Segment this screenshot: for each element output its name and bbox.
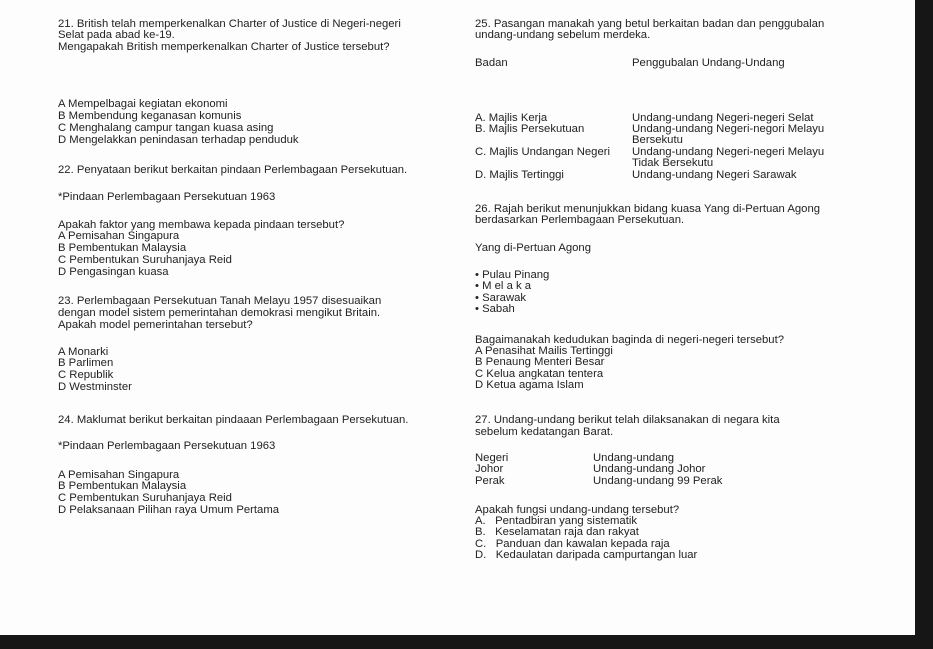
q24-note: *Pindaan Perlembagaan Persekutuan 1963 xyxy=(58,440,276,452)
q22-option-d[interactable]: D Pengasingan kuasa xyxy=(58,266,169,278)
q27-option-d[interactable]: D. Kedaulatan daripada campurtangan luar xyxy=(475,549,698,561)
q26-bullet: • M el a k a xyxy=(475,280,532,292)
q27-row-state: Johor xyxy=(475,463,504,475)
q27-option-c[interactable]: C. Panduan dan kawalan kepada raja xyxy=(475,538,670,550)
q21-option-a[interactable]: A Mempelbagai kegiatan ekonomi xyxy=(58,98,228,110)
q24-stem: 24. Maklumat berikut berkaitan pindaaan Perlembagaan Persekutuan. xyxy=(58,414,409,426)
q23-option-d[interactable]: D Westminster xyxy=(58,381,132,393)
q25-option-b[interactable]: B. Majlis Persekutuan xyxy=(475,123,585,135)
q27-header-negeri: Negeri xyxy=(475,452,509,464)
q26-bullet: • Pulau Pinang xyxy=(475,269,550,281)
q23-stem: 23. Perlembagaan Persekutuan Tanah Melayu 1957 disesuaikan xyxy=(58,295,382,307)
q22-option-a[interactable]: A Pemisahan Singapura xyxy=(58,230,180,242)
q24-option-b[interactable]: B Pembentukan Malaysia xyxy=(58,480,187,492)
q27-stem: 27. Undang-undang berikut telah dilaksanakan di negara kita xyxy=(475,414,780,426)
q25-option-b-law: Bersekutu xyxy=(632,134,683,146)
q23-option-b[interactable]: B Parlimen xyxy=(58,357,114,369)
q25-option-a[interactable]: A. Majlis Kerja xyxy=(475,112,548,124)
q27-header-undang: Undang-undang xyxy=(593,452,675,464)
q22-option-b[interactable]: B Pembentukan Malaysia xyxy=(58,242,187,254)
q25-option-c[interactable]: C. Majlis Undangan Negeri xyxy=(475,146,611,158)
q26-bullet: • Sabah xyxy=(475,303,515,315)
q21-option-b[interactable]: B Membendung keganasan komunis xyxy=(58,110,242,122)
q27-option-a[interactable]: A. Pentadbiran yang sistematik xyxy=(475,515,638,527)
q22-stem: 22. Penyataan berikut berkaitan pindaan Perlembagaan Persekutuan. xyxy=(58,164,408,176)
q27-row-law: Undang-undang Johor xyxy=(593,463,706,475)
q23-option-c[interactable]: C Republik xyxy=(58,369,114,381)
q25-option-d-law: Undang-undang Negeri Sarawak xyxy=(632,169,797,181)
q26-stem: berdasarkan Perlembagaan Persekutuan. xyxy=(475,214,685,226)
q27-row-law: Undang-undang 99 Perak xyxy=(593,475,723,487)
q26-bullet: • Sarawak xyxy=(475,292,527,304)
q25-option-c-law: Undang-undang Negeri-negeri Melayu xyxy=(632,146,825,158)
q25-option-b-law: Undang-undang Negeri-negori Melayu xyxy=(632,123,825,135)
q25-option-a-law: Undang-undang Negeri-negeri Selat xyxy=(632,112,814,124)
q27-stem: sebelum kedatangan Barat. xyxy=(475,426,614,438)
q27-option-b[interactable]: B. Keselamatan raja dan rakyat xyxy=(475,526,639,538)
q27-row-state: Perak xyxy=(475,475,505,487)
q24-option-c[interactable]: C Pembentukan Suruhanjaya Reid xyxy=(58,492,232,504)
q22-question: Apakah faktor yang membawa kepada pindaan tersebut? xyxy=(58,219,345,231)
q25-header-badan: Badan xyxy=(475,57,508,69)
q24-option-a[interactable]: A Pemisahan Singapura xyxy=(58,469,180,481)
q21-option-d[interactable]: D Mengelakkan penindasan terhadap penduduk xyxy=(58,134,299,146)
q21-option-c[interactable]: C Menghalang campur tangan kuasa asing xyxy=(58,122,274,134)
q21-stem: 21. British telah memperkenalkan Charter of Justice di Negeri-negeri xyxy=(58,18,401,30)
q23-stem: Apakah model pemerintahan tersebut? xyxy=(58,319,253,331)
q27-question: Apakah fungsi undang-undang tersebut? xyxy=(475,504,680,516)
q22-note: *Pindaan Perlembagaan Persekutuan 1963 xyxy=(58,191,276,203)
q26-option-d[interactable]: D Ketua agama Islam xyxy=(475,379,584,391)
q26-option-b[interactable]: B Penaung Menteri Besar xyxy=(475,356,605,368)
q24-option-d[interactable]: D Pelaksanaan Pilihan raya Umum Pertama xyxy=(58,504,280,516)
q25-stem: 25. Pasangan manakah yang betul berkaitan badan dan penggubalan xyxy=(475,18,825,30)
q23-option-a[interactable]: A Monarki xyxy=(58,346,109,358)
q23-stem: dengan model sistem pemerintahan demokrasi mengikut Britain. xyxy=(58,307,381,319)
q26-diagram-title: Yang di-Pertuan Agong xyxy=(475,242,591,254)
q21-stem: Selat pada abad ke-19. xyxy=(58,29,175,41)
q26-question: Bagaimanakah kedudukan baginda di negeri-negeri tersebut? xyxy=(475,334,785,346)
q25-stem: undang-undang sebelum merdeka. xyxy=(475,29,651,41)
q21-stem: Mengapakah British memperkenalkan Charter of Justice tersebut? xyxy=(58,41,390,53)
q25-option-d[interactable]: D. Majlis Tertinggi xyxy=(475,169,564,181)
q26-option-a[interactable]: A Penasihat Mailis Tertinggi xyxy=(475,345,613,357)
q25-option-c-law: Tidak Bersekutu xyxy=(632,157,714,169)
q25-header-penggubalan: Penggubalan Undang-Undang xyxy=(632,57,785,69)
q26-stem: 26. Rajah berikut menunjukkan bidang kuasa Yang di-Pertuan Agong xyxy=(475,203,821,215)
q26-option-c[interactable]: C Kelua angkatan tentera xyxy=(475,368,604,380)
q22-option-c[interactable]: C Pembentukan Suruhanjaya Reid xyxy=(58,254,232,266)
